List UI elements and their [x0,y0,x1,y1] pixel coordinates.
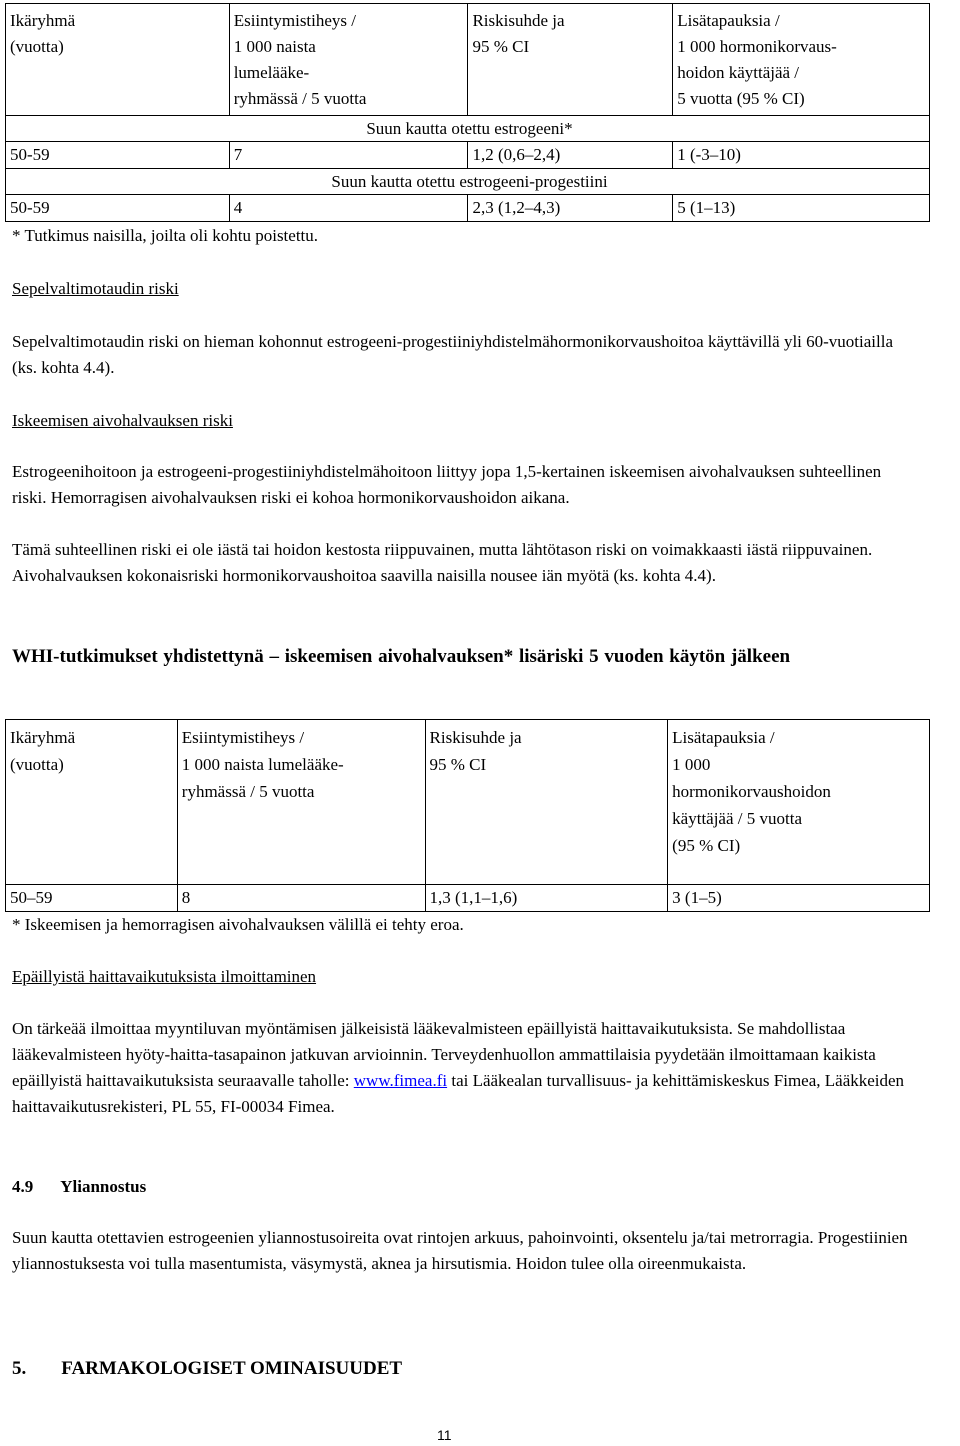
table-row [6,142,930,169]
header-incidence: Esiintymistiheys / 1 000 naista lumelääke- ryhmässä / 5 vuotta [177,720,425,885]
stroke-text-2: Tämä suhteellinen riski ei ole iästä tai hoidon kestosta riippuvainen, mutta lähtötason riski on voimakkaasti iästä riippuvainen. Aivohalvauksen kokonaisriski hormonikorvaushoitoa saavilla naisilla nousee iän myötä (ks. kohta 4.4). [12,540,873,585]
table-row [6,195,930,222]
overdose-text: Suun kautta otettavien estrogeenien yliannostusoireita ovat rintojen arkuus, pahoinvointi, oksentelu ja/tai metrorragia. Progestiinien yliannostuksesta voi tulla masentumista, väsymystä, aknea ja hirsutismia. Hoidon tulee olla oireenmukaista. [12,1228,908,1273]
risk-table-whi [5,719,930,912]
table-header-row [6,4,930,116]
reporting-text [12,1016,917,1120]
reporting-text-after-link: tai Lääkealan turvallisuus- ja kehittämiskeskus Fimea, Lääkkeiden haittavaikutusrekisteri, PL 55, FI-00034 Fimea. [12,1071,905,1116]
cell-incidence: 8 [177,885,425,912]
cell-incidence: 7 [229,142,468,169]
table2-footnote: * Iskeemisen ja hemorragisen aivohalvauksen välillä ei tehty eroa. [12,915,464,934]
section-number: 5. [12,1358,27,1379]
header-risk-ratio: Riskisuhde ja 95 % CI [425,720,668,885]
coronary-heading: Sepelvaltimotaudin riski [12,279,179,298]
cell-age: 50-59 [6,142,230,169]
page-number: 11 [437,1427,452,1443]
cell-risk-ratio: 1,2 (0,6–2,4) [468,142,673,169]
table-row [6,885,930,912]
header-additional-cases: Lisätapauksia / 1 000 hormonikorvaushoidon käyttäjää / 5 vuotta (95 % CI) [668,720,930,885]
cell-additional-cases: 5 (1–13) [673,195,930,222]
header-age: Ikäryhmä (vuotta) [6,720,178,885]
cell-age: 50-59 [6,195,230,222]
header-age: Ikäryhmä (vuotta) [6,4,230,116]
cell-age: 50–59 [6,885,178,912]
header-additional-cases: Lisätapauksia / 1 000 hormonikorvaus- hoidon käyttäjää / 5 vuotta (95 % CI) [673,4,930,116]
table1-footnote: * Tutkimus naisilla, joilta oli kohtu poistettu. [12,226,319,245]
section-row [6,116,930,142]
section-title: Yliannostus [60,1177,147,1196]
section-title: Suun kautta otettu estrogeeni* [6,116,930,142]
section-number: 4.9 [12,1177,34,1196]
whi-heading: WHI-tutkimukset yhdistettynä – iskeemisen aivohalvauksen* lisäriski 5 vuoden käytön jälkeen [12,646,791,667]
cell-incidence: 4 [229,195,468,222]
cell-additional-cases: 1 (-3–10) [673,142,930,169]
section-title: Suun kautta otettu estrogeeni-progestiini [6,169,930,195]
section-5-heading [12,1356,402,1382]
cell-risk-ratio: 1,3 (1,1–1,6) [425,885,668,912]
header-risk-ratio: Riskisuhde ja 95 % CI [468,4,673,116]
stroke-text-1: Estrogeenihoitoon ja estrogeeni-progestiiniyhdistelmähoitoon liittyy jopa 1,5-kertainen iskeemisen aivohalvauksen suhteellinen riski. Hemorragisen aivohalvauksen riski ei kohoa hormonikorvaushoidon aikana. [12,462,882,507]
fimea-link[interactable]: www.fimea.fi [353,1071,448,1090]
coronary-text: Sepelvaltimotaudin riski on hieman kohonnut estrogeeni-progestiiniyhdistelmähormonikorvaushoitoa käyttävillä yli 60-vuotiailla (ks. kohta 4.4). [12,332,894,377]
cell-risk-ratio: 2,3 (1,2–4,3) [468,195,673,222]
reporting-text-before-link: On tärkeää ilmoittaa myyntiluvan myöntämisen jälkeisistä lääkevalmisteen epäillyistä haittavaikutuksista. Se mahdollistaa lääkevalmisteen hyöty-haitta-tasapainon jatkuvan arvioinnin. Terveydenhuollon ammattilaisia pyydetään ilmoittamaan kaikista epäillyistä haittavaikutuksista seuraavalle taholle: [12,1019,876,1090]
stroke-heading: Iskeemisen aivohalvauksen riski [12,411,233,430]
risk-table-oral [5,3,930,222]
reporting-heading: Epäillyistä haittavaikutuksista ilmoittaminen [12,967,317,986]
cell-additional-cases: 3 (1–5) [668,885,930,912]
section-4-9-heading [12,1174,146,1200]
section-title: FARMAKOLOGISET OMINAISUUDET [61,1358,403,1379]
section-row [6,169,930,195]
table-header-row [6,720,930,885]
header-incidence: Esiintymistiheys / 1 000 naista lumelääke- ryhmässä / 5 vuotta [229,4,468,116]
